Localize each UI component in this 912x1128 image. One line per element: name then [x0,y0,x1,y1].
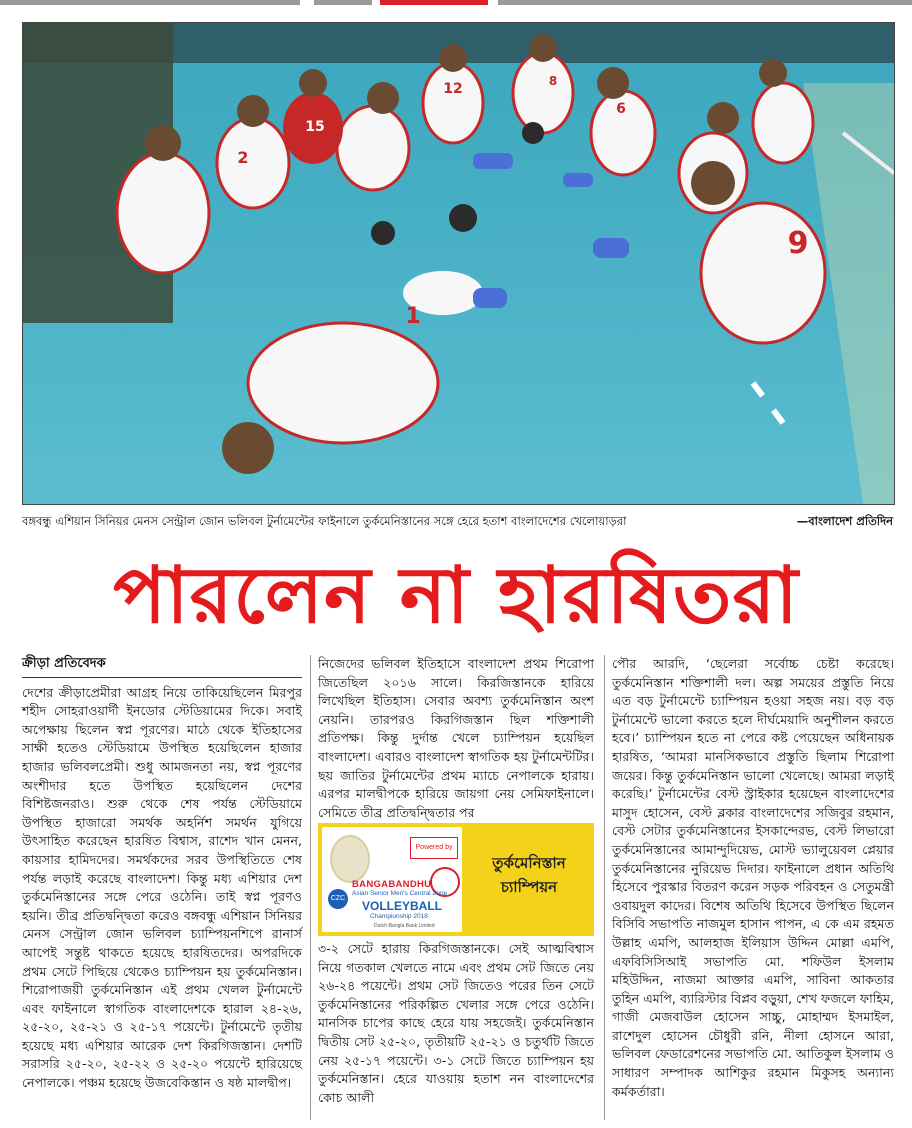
article-column-2 [318,655,594,822]
top-rule [0,0,912,6]
caption-text: বঙ্গবন্ধু এশিয়ান সিনিয়র মেনস সেন্ট্রাল জোন ভলিবল টুর্নামেন্টের ফাইনালে তুর্কমেনিস্তানের সঙ্গে হেরে হতাশ বাংলাদেশের খেলোয়াড়রা [22,514,627,528]
jersey-number: 2 [237,148,249,167]
photo-caption [22,510,893,532]
logo-championship: Championship 2018 [370,913,428,920]
article-column-3 [612,655,894,1101]
article-paragraph: দেশের ক্রীড়াপ্রেমীরা আগ্রহ নিয়ে তাকিয়েছিলেন মিরপুর শহীদ সোহরাওয়ার্দী ইনডোর স্টেডিয়ামের দিকে। সবাই অপেক্ষায় ছিলেন স্বপ্ন পূরণের। মাঠে থেকে ইতিহাসের সাক্ষী হতেও স্টেডিয়ামে উপস্থিত হয়েছিলেন হাজার হাজার ভলিবলপ্রেমী। শুধু আমজনতা নয়, স্বপ্ন পূরণের অংশীদার হতে উপস্থিত হয়েছিলেন দেশের বিশিষ্টজনরাও। শুরু থেকে শেষ পর্যন্ত স্টেডিয়ামে উপস্থিত হাজারো সমর্থক অহর্নিশ সমর্থন যুগিয়ে উৎসাহিত করেছেন হারষিত বিশ্বাস, রাশেদ খান মেনন, কায়সার হামিদদের। সমর্থকদের সরব উপস্থিতিতে শেষ পর্যন্ত লড়াই করেছে বাংলাদেশ। কিন্তু মধ্য এশিয়ার দেশ তুর্কমেনিস্তানের সঙ্গে পেরে ওঠেনি। তাই স্বপ্ন পূরণও হয়নি। তীব্র প্রতিদ্বন্দ্বিতা করেও বঙ্গবন্ধু এশিয়ান সিনিয়র মেনস সেন্ট্রাল জোন ভলিবল চ্যাম্পিয়নশিপে রানার্স আপেই সন্তুষ্ট থাকতে হয়েছে হারষিতদের। অপরদিকে প্রথম সেটে পিছিয়ে থেকেও চ্যাম্পিয়ন হয় তুর্কমেনিস্তান। শিরোপাজয়ী তুর্কমেনিস্তান এই প্রথম খেলল টুর্নামেন্টে এবং ফাইনালে স্বাগতিক বাংলাদেশকে হারাল ২৪-২৬, ২৫-২০, ২৫-২১ ও ২৫-১৭ পয়েন্টে। টুর্নামেন্টে তৃতীয় হয়েছে মধ্য এশিয়ার আরেক দেশ কিরগিজস্তান। দেশটি সরাসরি ২৫-২০, ২৫-২২ ও ২৫-২০ পয়েন্টে হারিয়েছে নেপালকে। পঞ্চম হয়েছে উজবেকিস্তান ও ষষ্ঠ মালদ্বীপ। [22,684,302,1091]
article-paragraph: নিজেদের ভলিবল ইতিহাসে বাংলাদেশ প্রথম শিরোপা জিতেছিল ২০১৬ সালে। কিরজিস্তানকে হারিয়ে লিখেছিল ইতিহাস। সেবার অবশ্য তুর্কমেনিস্তান অংশ নেয়নি। তারপরও কিরগিজস্তান ছিল শক্তিশালী প্রতিপক্ষ। কিন্তু দুর্দান্ত খেলে চ্যাম্পিয়ন হয়েছিল বাংলাদেশ। এবারও বাংলাদেশ স্বাগতিক হয় টুর্নামেন্টটির। ছয় জাতির টুর্নামেন্টের প্রথম ম্যাচে নেপালকে হারায়। এরপর মালদ্বীপকে হারিয়ে জায়গা নেয় সেমিফাইনালে। সেমিতে তীব্র প্রতিদ্বন্দ্বিতার পর [318,656,594,820]
headline: পারলেন না হারষিতরা [113,551,799,641]
jersey-number: 8 [548,74,558,88]
tournament-logo [322,827,462,932]
champion-message-line1: তুর্কমেনিস্তান [492,854,566,872]
article-column-2-bottom [318,940,594,1107]
byline: ক্রীড়া প্রতিবেদক [22,655,302,678]
jersey-number: 1 [405,304,421,329]
portrait-icon [330,835,370,883]
jersey-number: 6 [616,101,626,117]
jersey-number: 12 [443,81,463,97]
article-column-1 [22,655,302,1093]
champion-message [468,851,590,899]
logo-title: VOLLEYBALL [362,899,442,913]
column-divider [604,655,605,1120]
article-paragraph: পৌর আরদি, ‘ছেলেরা সর্বোচ্চ চেষ্টা করেছে। তুর্কমেনিস্তান শক্তিশালী দল। অল্প সময়ের প্রস্তুতি নিয়ে এত বড় টুর্নামেন্টে চ্যাম্পিয়ন হওয়া সহজ নয়। বড় বড় টুর্নামেন্টে ভালো করতে হলে দীর্ঘমেয়াদি অনুশীলন করতে হবে।’ চ্যাম্পিয়ন হতে না পেরে কষ্ট পেয়েছেন অধিনায়ক হারষিত, ‘আমরা মানসিকভাবে প্রস্তুতি ছিলাম শিরোপা জয়ের। কিন্তু তুর্কমেনিস্তান ভালো খেলেছে। আমরা লড়াই করেছি।’ টুর্নামেন্টের বেস্ট স্ট্রাইকার হয়েছেন বাংলাদেশের মাসুদ হোসেন, বেস্ট ব্লকার বাংলাদেশের সজিবুর রহমান, বেস্ট সেটার তুর্কমেনিস্তানের ইসকান্দেরভ, বেস্ট লিভারো তুর্কমেনিস্তানের আমান্দুদিয়েভ, মোস্ট ভ্যালুয়েবল প্লেয়ার তুর্কমেনিস্তানের নুরিয়েভ দিদার। ফাইনালে প্রধান অতিথি হিসেবে পুরস্কার বিতরণ করেন সড়ক পরিবহন ও সেতুমন্ত্রী ওবায়দুল কাদের। বিশেষ অতিথি হিসেবে উপস্থিত ছিলেন বিসিবি সভাপতি নাজমুল হাসান পাপন, এ কে এম রহমত উল্লাহ এমপি, আলহাজ ইলিয়াস উদ্দিন মোল্লা এমপি, এফবিসিসিআই সভাপতি মো. শফিউল ইসলাম মহিউদ্দিন, নাজমা আক্তার এমপি, সাবিনা আকতার তুহিন এমপি, ব্যারিস্টার বিপ্লব বড়ুয়া, শেখ ফজলে ফাহিম, গাজী মেজবাউল হোসেন সাচ্চু, মোহাম্মদ ইসমাইল, রাশেদুল হোসেন চৌধুরী রনি, নীলা হোসনে আরা, ভলিবল ফেডারেশনের সভাপতি মো. আতিকুল ইসলাম ও সাধারণ সম্পাদক আশিকুর রহমান মিকুসহ অন্যান্য কর্মকর্তারা। [612,656,894,1099]
column-divider [310,655,311,1120]
champion-message-line2: চ্যাম্পিয়ন [500,878,558,896]
jersey-number: 15 [305,119,325,135]
sponsor-badge: Powered by [410,837,458,859]
champion-banner [318,823,594,936]
article-paragraph: ৩-২ সেটে হারায় কিরগিজস্তানকে। সেই আত্মবিশ্বাস নিয়ে গতকাল খেলতে নামে এবং প্রথম সেট জিতে নেয় ২৬-২৪ পয়েন্টে। প্রথম সেট জিতেও পরের তিন সেটে তুর্কমেনিস্তানের পরিকল্পিত খেলার সঙ্গে পেরে ওঠেনি। মানসিক চাপের কাছে হেরে যায় সহজেই। তুর্কমেনিস্তান দ্বিতীয় সেট ২৫-২০, তৃতীয়টি ২৫-২১ ও চতুর্থটি জিতে নেয় ২৫-১৭ পয়েন্টে। ৩-১ সেটে জিতে চ্যাম্পিয়ন হয় তুর্কমেনিস্তান। হেরে যাওয়ায় হতাশ নন বাংলাদেশের কোচ আলী [318,941,594,1105]
photo-credit: —বাংলাদেশ প্রতিদিন [796,514,893,528]
czc-badge: CZC [328,889,348,909]
logo-sponsor: Dutch-Bangla Bank Limited [374,923,435,929]
logo-subtitle: Asian Senior Men's Central Zone [352,890,448,897]
team-photo [22,22,895,505]
jersey-number: 9 [787,226,809,261]
logo-brand: BANGABANDHU [352,879,432,890]
